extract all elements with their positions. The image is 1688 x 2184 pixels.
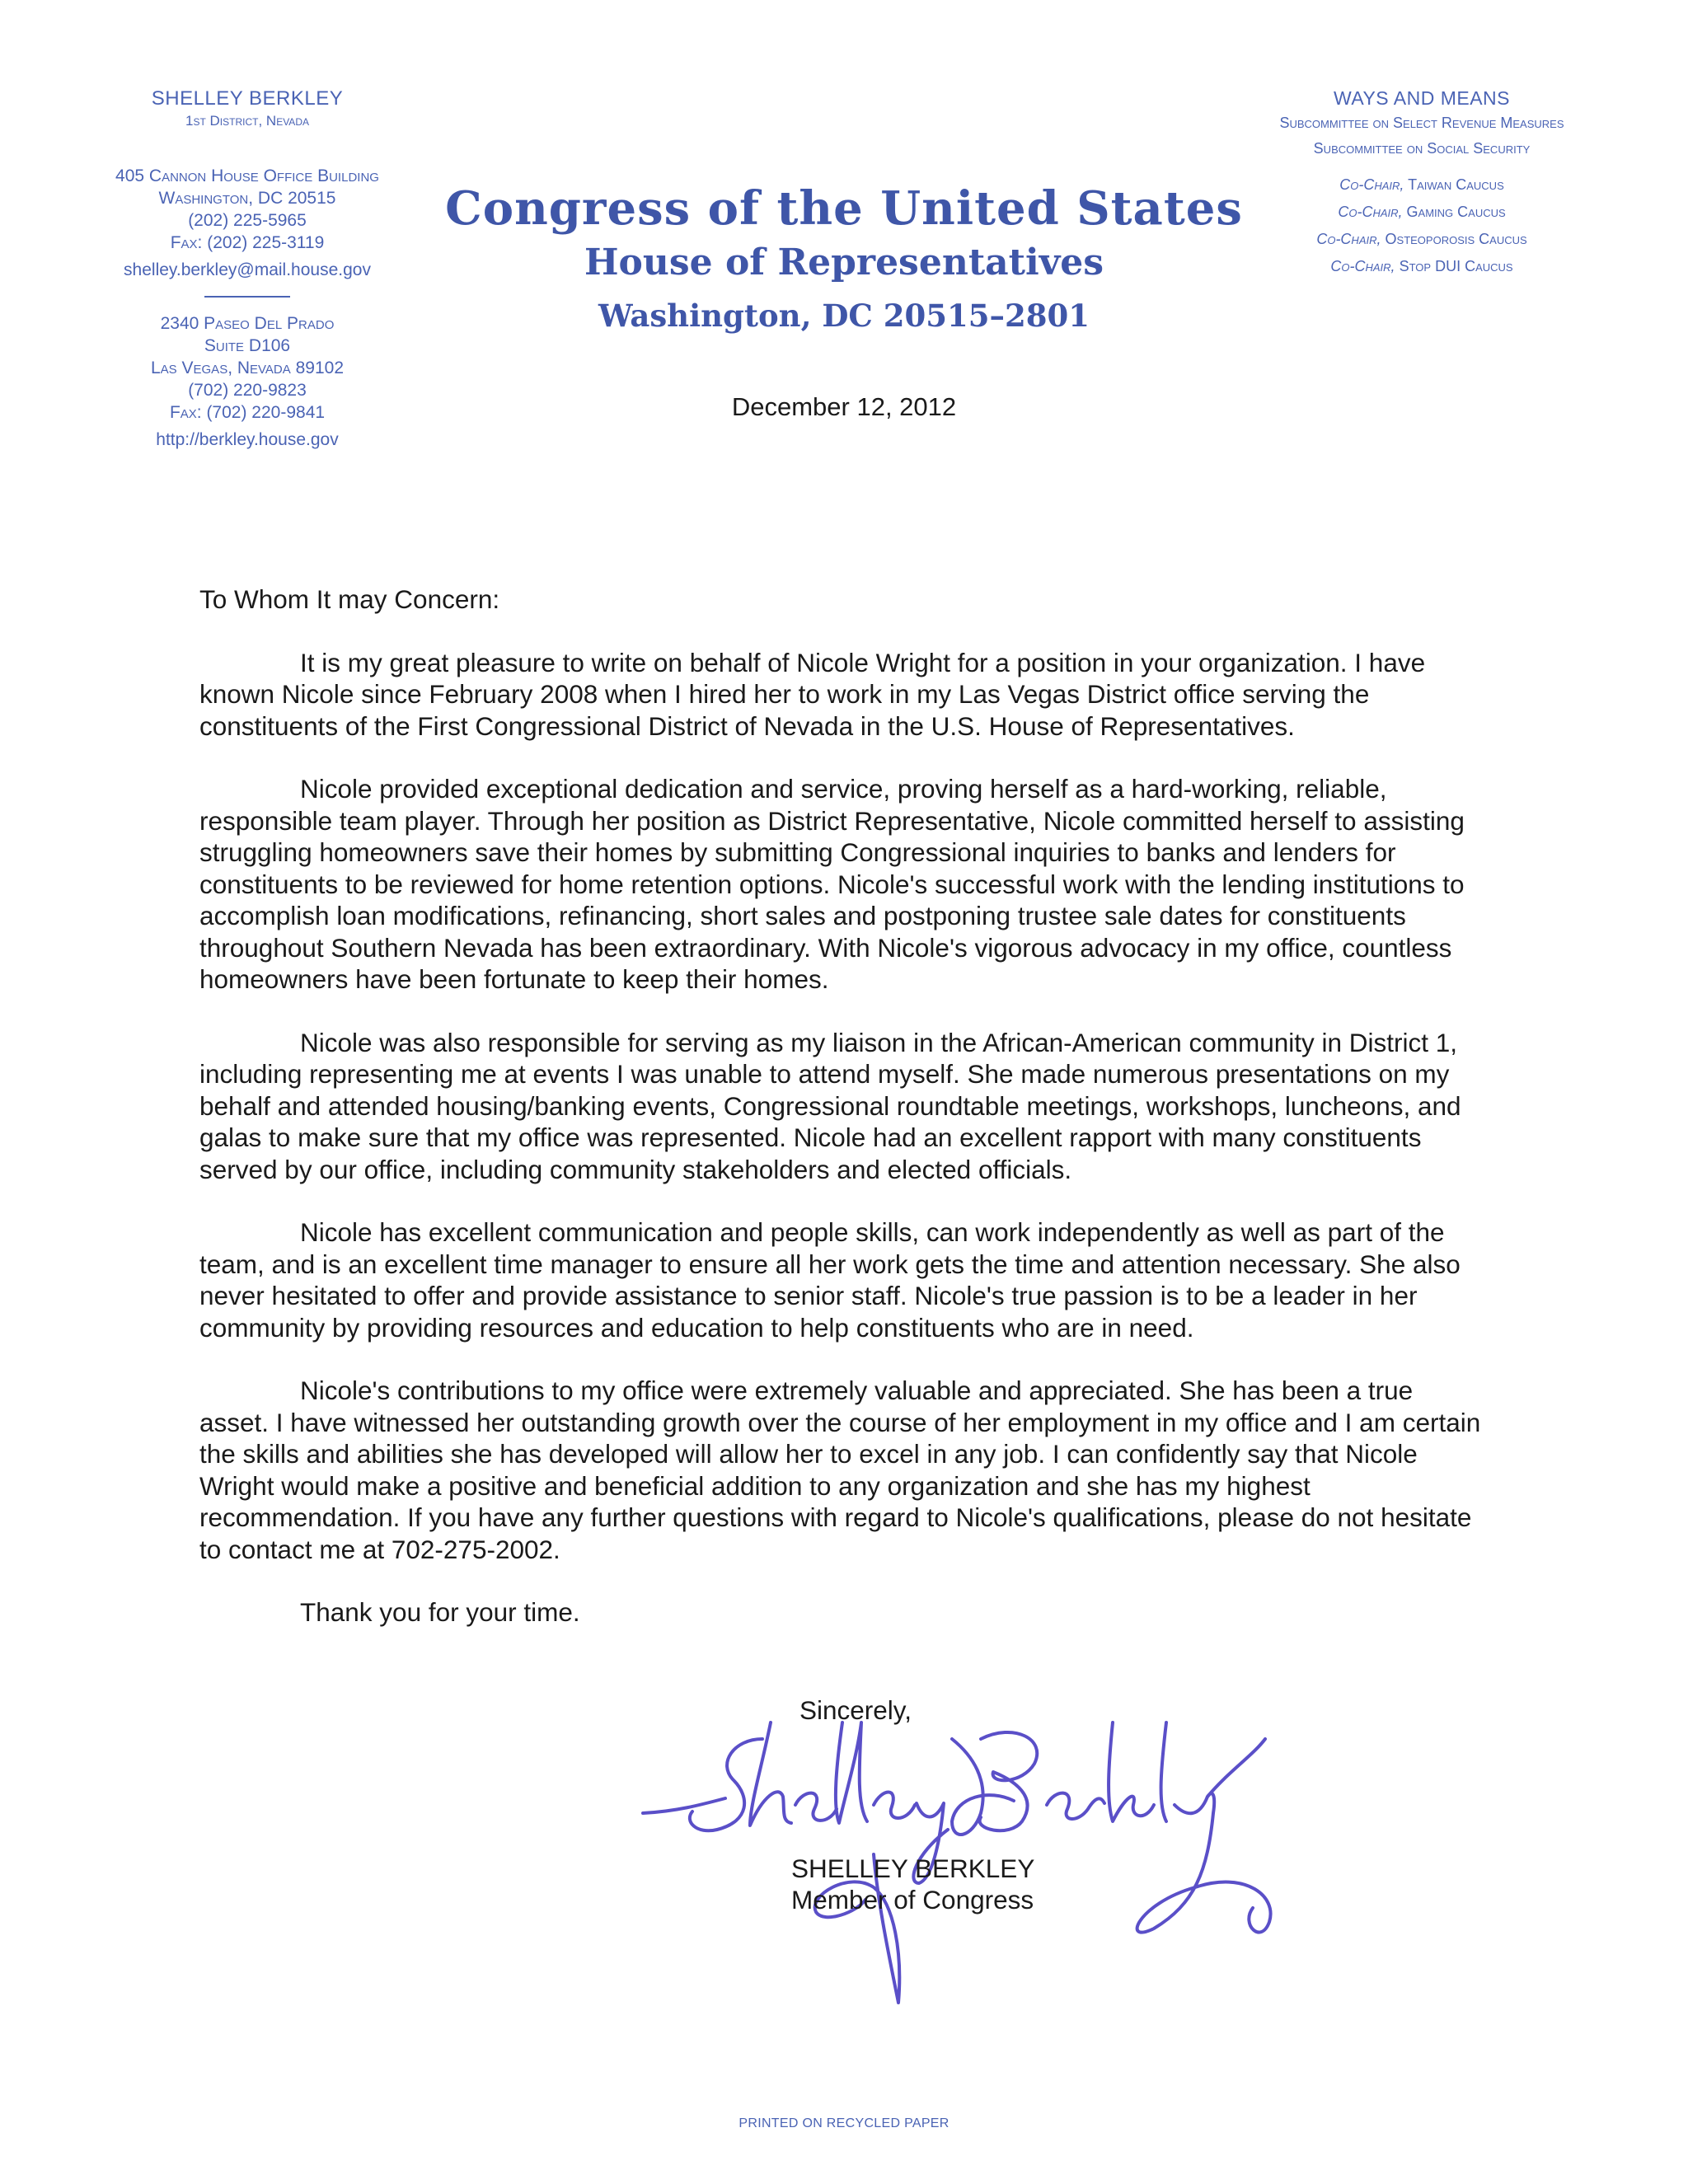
paragraph: Nicole was also responsible for serving as my liaison in the African-American community in District 1, including representing me at events I was unable to attend myself. She made numerous presentations on my behalf and attended housing/banking events, Congressional roundtable meetings, workshops, luncheons, and galas to make sure that my office was represented. Nicole had an excellent rapport with many constituents served by our office, including community stakeholders and elected officials. — [199, 1027, 1461, 1184]
subcommittee-1: Subcommittee on Select Revenue Measures — [1279, 115, 1564, 131]
letterhead-address: Washington, DC 20515–2801 — [598, 298, 1090, 334]
signer-title: Member of Congress — [791, 1885, 1034, 1915]
email-link[interactable]: shelley.berkley@mail.house.gov — [124, 260, 371, 279]
lv-address-line-1: 2340 Paseo Del Prado — [160, 314, 335, 333]
lv-address-line-3: Las Vegas, Nevada 89102 — [150, 359, 345, 377]
letterhead-house: House of Representatives — [584, 241, 1104, 284]
lv-fax: Fax: (702) 220-9841 — [169, 403, 326, 422]
dc-address-line-1: 405 Cannon House Office Building — [115, 166, 379, 185]
header-divider — [204, 296, 290, 298]
dc-phone: (202) 225-5965 — [188, 211, 307, 230]
dc-fax: Fax: (202) 225-3119 — [170, 233, 325, 252]
thank-you-line: Thank you for your time. — [300, 1597, 580, 1627]
committee-name: WAYS AND MEANS — [1333, 87, 1511, 109]
member-name: SHELLEY BERKLEY — [151, 87, 344, 110]
letter-date: December 12, 2012 — [731, 392, 957, 421]
caucus-4: Co-Chair, Stop DUI Caucus — [1330, 258, 1513, 274]
caucus-1: Co-Chair, Taiwan Caucus — [1339, 176, 1504, 193]
dc-address-line-2: Washington, DC 20515 — [158, 189, 336, 208]
paragraph: Nicole provided exceptional dedication and service, proving herself as a hard-working, reliable, responsible team player. Through her position as District Representative, Nicole committed herself to assisting struggling homeowners save their homes by submitting Congressional inquiries to banks and lenders for constituents to be reviewed for home retention options. Nicole's successful work with the lending institutions to accomplish loan modifications, refinancing, short sales and postponing trustee sale dates for constituents throughout Southern Nevada has been extraordinary. With Nicole's vigorous advocacy in my office, countless homeowners have been fortunate to keep their homes. — [199, 774, 1465, 994]
signer-block — [791, 1853, 1034, 1915]
caucus-2: Co-Chair, Gaming Caucus — [1338, 204, 1506, 220]
recycled-paper-note: PRINTED ON RECYCLED PAPER — [738, 2116, 950, 2130]
subcommittee-2: Subcommittee on Social Security — [1313, 140, 1531, 157]
lv-phone: (702) 220-9823 — [188, 381, 307, 400]
paragraph: Nicole has excellent communication and people skills, can work independently as well as part of the team, and is an excellent time manager to ensure all her work gets the time and attention necessary. She also never hesitated to offer and provide assistance to senior staff. Nicole's true passion is to be a leader in her community by providing resources and education to help constituents who are in need. — [199, 1217, 1461, 1343]
letter-body — [199, 583, 1485, 1660]
paragraph: It is my great pleasure to write on behalf of Nicole Wright for a position in your organization. I have known Nicole since February 2008 when I hired her to work in my Las Vegas District office serving the constituents of the First Congressional District of Nevada in the U.S. House of Representatives. — [199, 647, 1426, 741]
signer-name: SHELLEY BERKLEY — [791, 1854, 1035, 1883]
caucus-3: Co-Chair, Osteoporosis Caucus — [1316, 231, 1527, 247]
letterhead-congress: Congress of the United States — [445, 181, 1243, 236]
lv-address-line-2: Suite D106 — [204, 336, 291, 355]
member-contact-block — [74, 87, 420, 451]
letterhead — [445, 180, 1243, 343]
closing: Sincerely, — [799, 1695, 912, 1725]
greeting: To Whom It may Concern: — [199, 584, 500, 614]
committee-block — [1228, 86, 1615, 280]
member-district: 1st District, Nevada — [185, 113, 309, 129]
paragraph: Nicole's contributions to my office were extremely valuable and appreciated. She has been a true asset. I have witnessed her outstanding growth over the course of her employment in my office and I am certain the skills and abilities she has developed will allow her to excel in any job. I can confidently say that Nicole Wright would make a positive and beneficial addition to any organization and she has my highest recommendation. If you have any further questions with regard to Nicole's qualifications, please do not hesitate to contact me at 702-275-2002. — [199, 1376, 1481, 1564]
website-link[interactable]: http://berkley.house.gov — [156, 430, 339, 449]
